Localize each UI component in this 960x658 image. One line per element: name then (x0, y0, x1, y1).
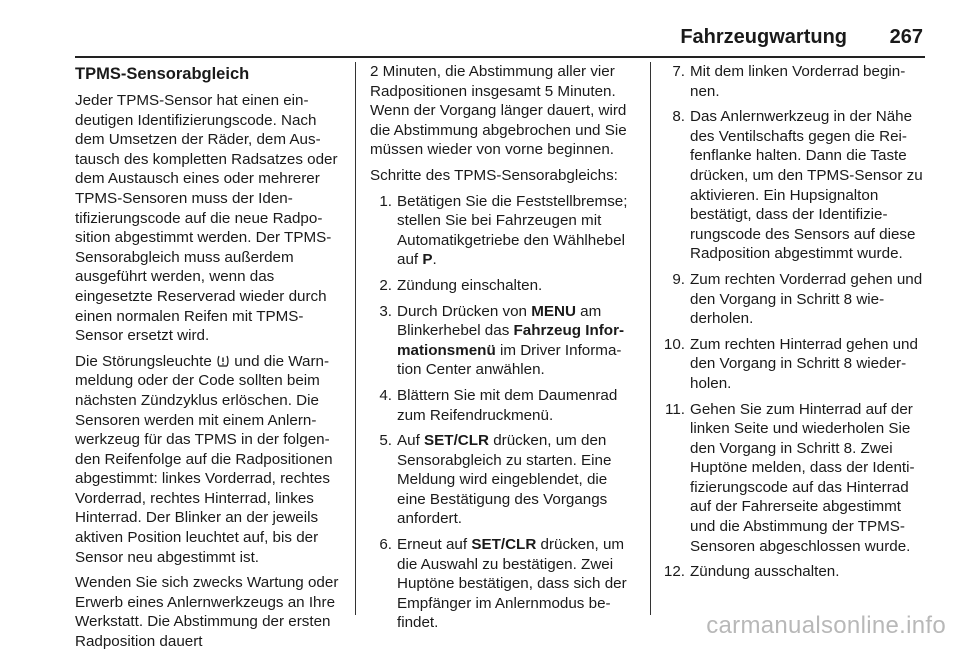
steps-list (376, 192, 635, 633)
step-text: Blättern Sie mit dem Daumenrad zum Reifendruckmenü. (397, 386, 618, 424)
step-text: Betätigen Sie die Feststellbremse; stellen Sie bei Fahrzeugen mit Automatikgetriebe den Wählhebel auf (397, 192, 628, 269)
step-keyword: Fahrzeug Informationsmenü (397, 322, 625, 359)
step-number: 6. (379, 536, 392, 554)
step-number: 7. (672, 63, 685, 80)
page-header (75, 24, 925, 58)
step-text: am Blinkerhebel das (397, 302, 602, 340)
step-text: drücken, um den Sensorabgleich zu starten. Eine Meldung wird eingeblendet, die eine Bestätigung des Vorgangs anfordert. (397, 432, 612, 528)
list-item (666, 62, 928, 101)
step-keyword: MENU (531, 302, 576, 320)
column-3 (663, 62, 928, 588)
list-item (663, 562, 928, 582)
step-text: Zündung einschalten. (397, 276, 543, 294)
paragraph: Jeder TPMS-Sensor hat einen eindeutigen Identifizierungscode. Nach dem Umsetzen der Räder, dem Austausch des kompletten Radsatzes oder dem Austausch eines oder mehrerer TPMS-Sensoren muss der Identifizierungscode auf die neue Radposition abgestimmt werden. Der TPMS-Sensorabgleich muss außerdem ausgeführt werden, wenn das eingesetzte Reserverad wieder durch einen normalen Reifen mit TPMS-Sensor ersetzt wird. (75, 92, 338, 345)
step-text: Durch Drücken von (397, 302, 532, 320)
step-number: 12. (663, 563, 685, 581)
step-number: 8. (672, 108, 685, 126)
step-number: 9. (672, 270, 685, 288)
paragraph: Schritte des TPMS-Sensorabgleichs: (370, 166, 618, 184)
paragraph (75, 352, 345, 568)
list-item (376, 302, 635, 380)
step-text: Zündung ausschalten. (690, 563, 840, 581)
step-text: Das Anlernwerkzeug in der Nähe des Ventilschafts gegen die Reifenflanke halten. Dann die Taste drücken, um den TPMS-Sensor zu aktivieren. Ein Hupsignalton bestätigt, dass der Identifizierungscode des Sensors auf diese Radposition abgestimmt wurde. (690, 108, 923, 263)
step-text: Zum rechten Hinterrad gehen und den Vorgang in Schritt 8 wiederholen. (690, 335, 918, 392)
step-keyword: P (422, 251, 433, 269)
list-item (376, 276, 635, 296)
paragraph: Wenden Sie sich zwecks Wartung oder Erwerb eines Anlernwerkzeugs an Ihre Werkstatt. Die Abstimmung der ersten Radposition dauert (75, 574, 339, 651)
step-text: . (432, 251, 437, 269)
paragraph-text: Die Störungsleuchte (75, 352, 216, 370)
step-text: Auf (397, 432, 425, 450)
step-keyword: SET/CLR (471, 536, 537, 554)
list-item (376, 535, 635, 633)
step-number: 2. (379, 276, 392, 294)
step-text: Gehen Sie zum Hinterrad auf der linken Seite und wiederholen Sie den Vorgang in Schritt 8. Zwei Huptöne melden, dass der Identifizierungscode auf das Hinterrad auf der Fahrerseite abgestimmt und die Abstimmung der TPMS-Sensoren abgeschlossen wurde. (690, 400, 915, 555)
column-divider (355, 62, 356, 615)
column-2 (370, 62, 635, 639)
step-number: 10. (663, 335, 685, 353)
watermark: carmanualsonline.info (706, 612, 946, 639)
step-text: Zum rechten Vorderrad gehen und den Vorgang in Schritt 8 wiederholen. (690, 270, 923, 328)
step-text: drücken, um die Auswahl zu bestätigen. Zwei Huptöne bestätigen, dass sich der Empfänger im Anlernmodus befindet. (397, 536, 627, 632)
step-text: Mit dem linken Vorderrad beginnen. (690, 63, 906, 100)
column-1 (75, 62, 345, 658)
step-number: 11. (665, 400, 685, 418)
list-item (666, 107, 928, 264)
page-number: 267 (889, 26, 923, 48)
list-item (666, 270, 928, 329)
step-text: Erneut auf (397, 536, 472, 554)
list-item (666, 400, 928, 557)
paragraph: 2 Minuten, die Abstimmung aller vier Radpositionen insgesamt 5 Minuten. Wenn der Vorgang länger dauert, wird die Abstimmung abgebrochen und Sie müssen wieder von vorne beginnen. (370, 63, 627, 159)
list-item (376, 431, 635, 529)
section-title: Fahrzeugwartung (680, 26, 847, 48)
tire-pressure-warning-icon (216, 354, 230, 368)
step-keyword: SET/CLR (424, 432, 490, 450)
step-number: 3. (379, 302, 392, 320)
steps-list (663, 62, 928, 582)
list-item (663, 335, 928, 394)
list-item (376, 386, 635, 425)
step-number: 1. (379, 192, 392, 210)
section-heading: TPMS-Sensorabgleich (75, 65, 250, 83)
step-number: 5. (379, 432, 392, 450)
column-divider (650, 62, 651, 615)
step-text: im Driver Information Center anwählen. (397, 341, 622, 379)
step-number: 4. (379, 386, 392, 404)
list-item (376, 192, 635, 270)
paragraph-text: und die Warnmeldung oder der Code sollten beim nächsten Zündzyklus erlöschen. Die Sensoren werden mit einem Anlernwerkzeug für das TPMS in der folgenden Reifenfolge auf die Radpositionen abgestimmt: linkes Vorderrad, rechtes Vorderrad, rechtes Hinterrad, linkes Hinterrad. Der Blinker an der jeweils aktiven Position leuchtet auf, bis der Sensor neu abgestimmt ist. (75, 352, 333, 566)
